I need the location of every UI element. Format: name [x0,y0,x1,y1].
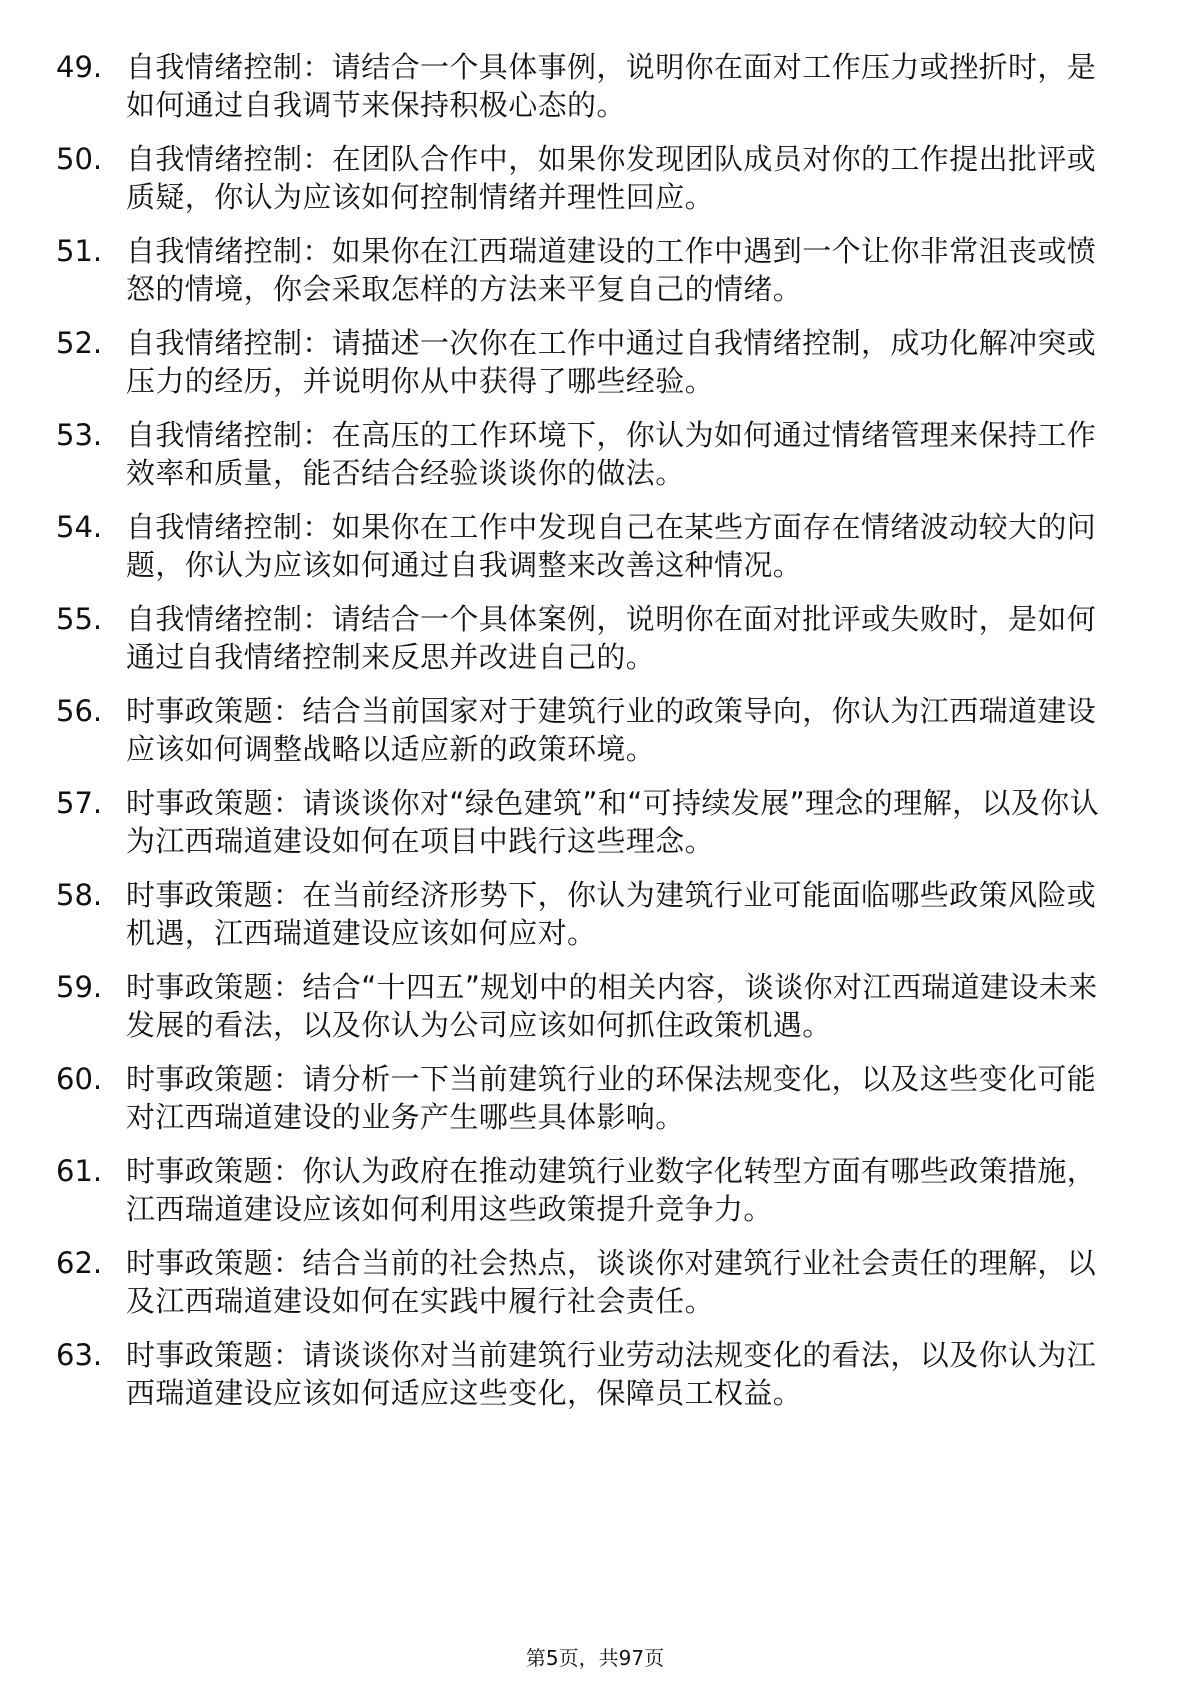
question-item [0,1152,1190,1228]
question-item [0,1060,1190,1136]
question-text: 时事政策题：结合“十四五”规划中的相关内容，谈谈你对江西瑞道建设未来发展的看法，以及你认为公司应该如何抓住政策机遇。 [126,970,1098,1042]
question-text: 自我情绪控制：在高压的工作环境下，你认为如何通过情绪管理来保持工作效率和质量，能否结合经验谈谈你的做法。 [126,418,1097,490]
question-number: 55. [56,602,103,636]
question-text: 自我情绪控制：如果你在工作中发现自己在某些方面存在情绪波动较大的问题，你认为应该如何通过自我调整来改善这种情况。 [126,510,1097,582]
question-item [0,968,1190,1044]
question-number: 54. [56,510,103,544]
question-text: 时事政策题：在当前经济形势下，你认为建筑行业可能面临哪些政策风险或机遇，江西瑞道建设应该如何应对。 [126,878,1097,950]
question-text: 时事政策题：你认为政府在推动建筑行业数字化转型方面有哪些政策措施，江西瑞道建设应该如何利用这些政策提升竞争力。 [126,1154,1097,1226]
question-number: 58. [56,878,103,912]
question-text: 时事政策题：请谈谈你对“绿色建筑”和“可持续发展”理念的理解，以及你认为江西瑞道建设如何在项目中践行这些理念。 [126,786,1100,858]
question-item [0,232,1190,308]
question-number: 50. [56,142,103,176]
question-text: 时事政策题：请分析一下当前建筑行业的环保法规变化，以及这些变化可能对江西瑞道建设的业务产生哪些具体影响。 [126,1062,1097,1134]
question-text: 时事政策题：请谈谈你对当前建筑行业劳动法规变化的看法，以及你认为江西瑞道建设应该如何适应这些变化，保障员工权益。 [126,1338,1097,1410]
question-item [0,508,1190,584]
question-text: 自我情绪控制：在团队合作中，如果你发现团队成员对你的工作提出批评或质疑，你认为应该如何控制情绪并理性回应。 [126,142,1097,214]
question-number: 61. [56,1154,103,1188]
question-item [0,876,1190,952]
question-number: 57. [56,786,103,820]
question-item [0,48,1190,124]
page-number: 第5页，共97页 [525,1646,665,1670]
question-list [0,48,1190,1428]
question-number: 59. [56,970,103,1004]
question-item [0,692,1190,768]
question-item [0,1336,1190,1412]
question-number: 53. [56,418,103,452]
question-text: 自我情绪控制：请结合一个具体案例，说明你在面对批评或失败时，是如何通过自我情绪控制来反思并改进自己的。 [126,602,1097,674]
question-text: 自我情绪控制：如果你在江西瑞道建设的工作中遇到一个让你非常沮丧或愤怒的情境，你会采取怎样的方法来平复自己的情绪。 [126,234,1097,306]
question-number: 49. [56,50,103,84]
question-text: 自我情绪控制：请描述一次你在工作中通过自我情绪控制，成功化解冲突或压力的经历，并说明你从中获得了哪些经验。 [126,326,1097,398]
question-number: 63. [56,1338,103,1372]
question-number: 52. [56,326,103,360]
question-number: 51. [56,234,103,268]
question-number: 56. [56,694,103,728]
question-item [0,1244,1190,1320]
question-item [0,140,1190,216]
question-text: 自我情绪控制：请结合一个具体事例，说明你在面对工作压力或挫折时，是如何通过自我调节来保持积极心态的。 [126,50,1097,122]
question-item [0,784,1190,860]
question-item [0,416,1190,492]
question-number: 62. [56,1246,103,1280]
question-text: 时事政策题：结合当前国家对于建筑行业的政策导向，你认为江西瑞道建设应该如何调整战略以适应新的政策环境。 [126,694,1097,766]
question-number: 60. [56,1062,103,1096]
question-item [0,600,1190,676]
question-text: 时事政策题：结合当前的社会热点，谈谈你对建筑行业社会责任的理解，以及江西瑞道建设如何在实践中履行社会责任。 [126,1246,1097,1318]
question-item [0,324,1190,400]
